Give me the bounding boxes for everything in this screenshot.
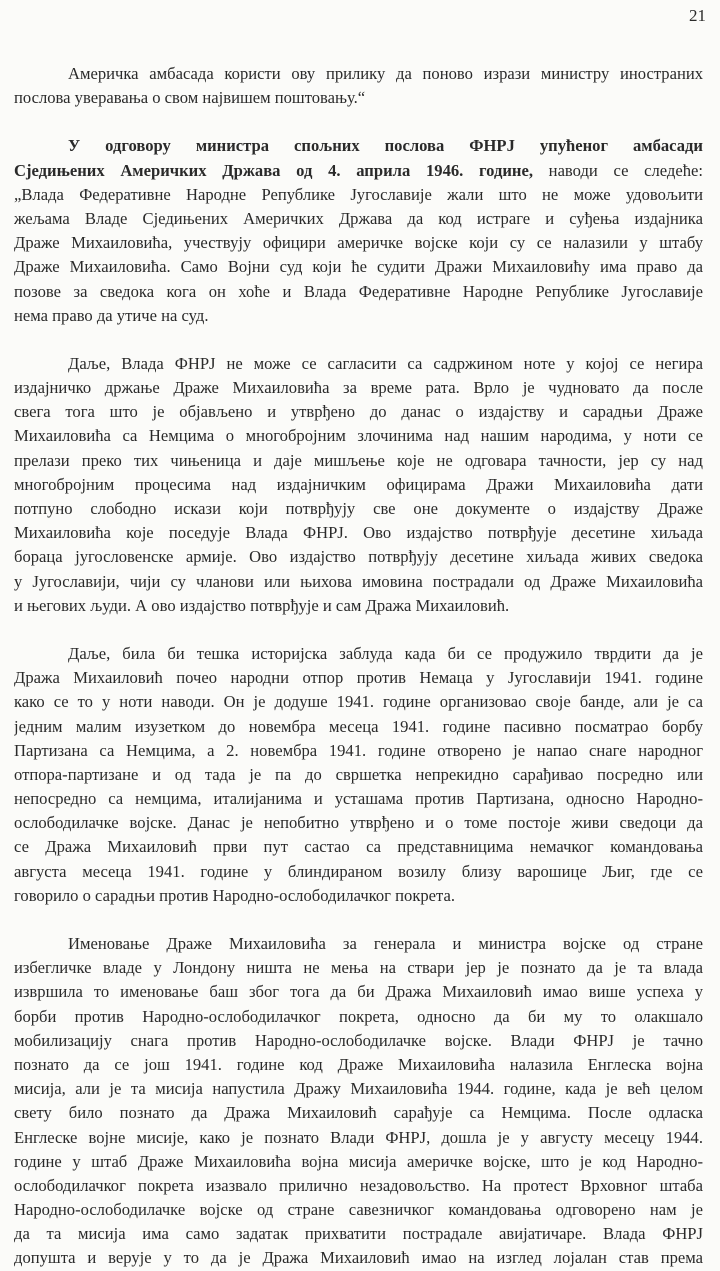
text-line: Михаиловића са Немцима о многобројним злочинима над нашим народима, у ноти се — [14, 426, 703, 446]
text-line: Драже Михаиловића, учествују официри америчке војске који су се налазили у штабу — [14, 233, 703, 253]
text-line: Дража Михаиловић почео народни отпор против Немаца у Југославији 1941. године — [14, 668, 703, 688]
text-line: многобројним процесима над издајничким официрама Дражи Михаиловића дати — [14, 474, 703, 494]
text-line: прелази преко тих чињеница и даје мишљење које не одговара тачности, јер су над — [14, 450, 703, 470]
text-line: мисија, али је та мисија напустила Дражу Михаиловића 1944. године, када је већ целом — [14, 1079, 703, 1099]
text-line: Именовање Драже Михаиловића за генерала и министра војске од стране — [68, 934, 703, 953]
paragraph-2 — [14, 134, 703, 328]
text-line: избегличке владе у Лондону ништа не мења на ствари јер је познато да је та влада — [14, 958, 703, 978]
text-line: свету било познато да Дража Михаиловић сарађује са Немцима. После одласка — [14, 1103, 703, 1123]
text-line: Америчка амбасада користи ову прилику да поново изрази министру иностраних — [68, 64, 703, 83]
text-line: допушта и верује у то да је Дража Михаиловић имао на изглед лојалан став према — [14, 1248, 703, 1268]
text-line: познато да се још 1941. године код Драже Михаиловића налазила Енглеска војна — [14, 1054, 703, 1074]
text-line: ослободилачке војске. Данас је непобитно утврђено и о томе постоје живи сведоци да — [14, 813, 703, 833]
text-line: свега тога што је објављено и утврђено до данас о издајству и сарадњи Драже — [14, 402, 703, 422]
text-line: године у штаб Драже Михаиловића војна мисија америчке војске, што је код Народно- — [14, 1151, 703, 1171]
text-line: позове за сведока кога он хоће и Влада Федеративне Народне Републике Југославије — [14, 281, 703, 301]
paragraph-1 — [14, 62, 703, 110]
document-body — [14, 62, 703, 1271]
text-line: мобилизацију снага против Народно-ослободилачке војске. Влади ФНРЈ је тачно — [14, 1030, 703, 1050]
text-line: извршила то именовање баш због тога да би Дража Михаиловић имао више успеха у — [14, 982, 703, 1002]
text-line: послова уверавања о свом највишем поштовању.“ — [14, 88, 366, 108]
text-line: да та мисија има само задатак прихватити пострадале авијатичаре. Влада ФНРЈ — [14, 1224, 703, 1244]
text-line: Партизана са Немцима, а 2. новембра 1941. године отворено је напао снаге народног — [14, 740, 703, 760]
paragraph-5 — [14, 932, 703, 1271]
text-line: Драже Михаиловића. Само Војни суд који ће судити Дражи Михаиловићу има право да — [14, 257, 703, 277]
text-run: наводи се следеће: — [532, 160, 703, 180]
text-line: говорило о сарадњи против Народно-ослободилачког покрета. — [14, 885, 456, 905]
text-line: потпуно слободно искази који потврђују све оне документе о издајству Драже — [14, 499, 703, 518]
text-line: Енглеске војне мисије, како је познато Влади ФНРЈ, дошла је у августу месецу 1944. — [14, 1127, 703, 1147]
text-line-bold: У одговору министра спољних послова ФНРЈ упућеног амбасади — [68, 136, 703, 156]
bold-heading-text: Сједињених Америчких Држава од 4. априла 1946. године, — [14, 160, 533, 180]
text-line: једним малим изузетком до новембра месеца 1941. године пасивно посматрао борбу — [14, 716, 703, 736]
text-line: жељама Владе Сједињених Америчких Држава да код истраге и суђења издајника — [14, 208, 703, 228]
text-line: у Југославији, чији су чланови или њихова имовина пострадали од Драже Михаиловића — [14, 571, 703, 591]
paragraph-4 — [14, 642, 703, 908]
text-line: Даље, Влада ФНРЈ не може се сагласити са садржином ноте у којој се негира — [68, 353, 703, 373]
text-line: Михаиловића које поседује Влада ФНРЈ. Ово издајство потврђује десетине хиљада — [14, 523, 703, 543]
text-line: се Дража Михаиловић први пут састао са представницима немачког командовања — [14, 837, 703, 857]
text-line: отпора-партизане и од тада је па до свршетка непрекидно сарађивао посредно или — [14, 764, 703, 784]
text-line: бораца југословенске армије. Ово издајство потврђују десетине хиљада живих сведока — [14, 547, 703, 567]
text-line: „Влада Федеративне Народне Републике Југославије жали што не може удовољити — [14, 184, 703, 204]
text-line: како се то у ноти наводи. Он је додуше 1941. године организовао своје банде, али је са — [14, 692, 703, 712]
paragraph-3 — [14, 352, 703, 618]
text-line: Народно-ослободилачке војске од стране савезничког командовања одговорено нам је — [14, 1200, 703, 1220]
text-line: и његових људи. А ово издајство потврђује и сам Дража Михаиловић. — [14, 595, 510, 615]
text-line: Даље, била би тешка историјска заблуда када би се продужило тврдити да је — [68, 643, 703, 663]
text-line: непосредно са немцима, италијанима и усташама против Партизана, односно Народно- — [14, 789, 703, 809]
text-line: ослободилачког покрета изазвало прилично незадовољство. На протест Врховног штаба — [14, 1175, 703, 1195]
text-line: издајничко држање Драже Михаиловића за време рата. Врло је чудновато да после — [14, 378, 703, 398]
text-line: борби против Народно-ослободилачког покрета, односно да би му то олакшало — [14, 1006, 703, 1026]
page-number: 21 — [689, 6, 706, 25]
text-line: нема право да утиче на суд. — [14, 305, 209, 325]
text-line — [14, 159, 703, 183]
text-line: августа месеца 1941. године у блиндираном возилу близу варошице Љиг, где се — [14, 861, 703, 881]
